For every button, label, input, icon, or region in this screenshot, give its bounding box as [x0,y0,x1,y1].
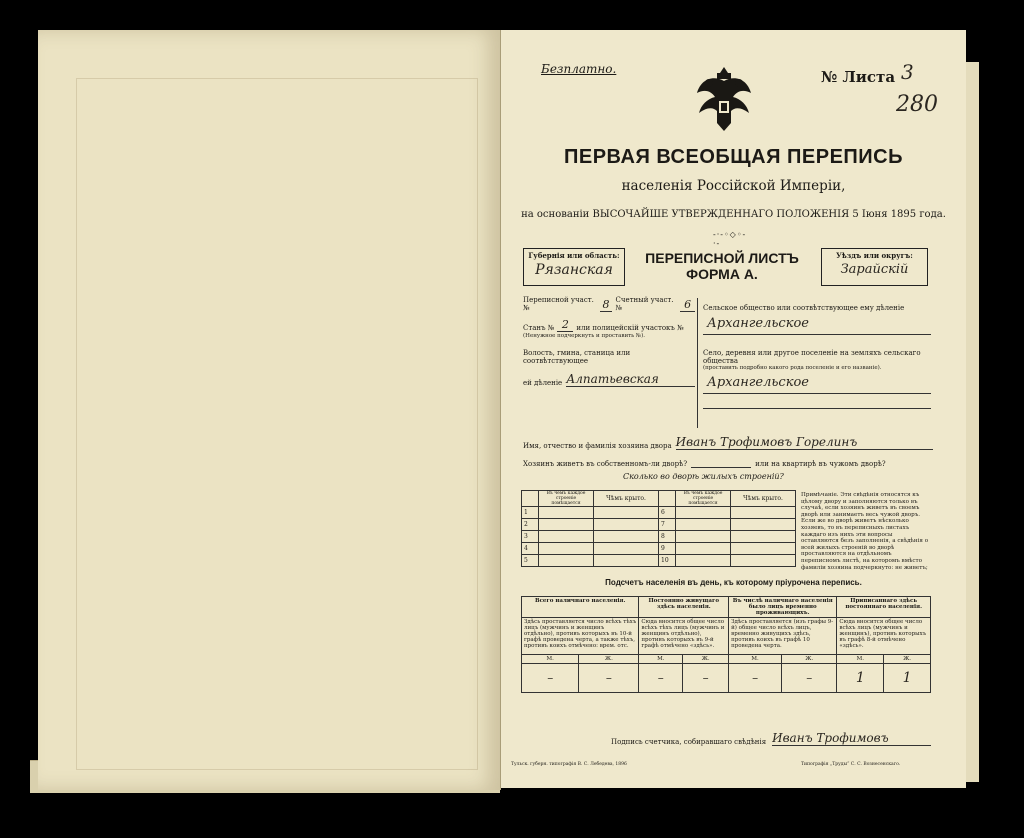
col-men: М. [639,655,683,664]
tally-value: – [729,664,782,693]
society-label: Сельское общество или соотвѣтствующее ему дѣленіе [703,304,905,312]
census-subtitle: населенія Россійской Имперіи, [621,178,846,194]
tally-value: – [579,664,639,693]
volost-label: Волость, гмина, станица или соотвѣтствующее [523,349,631,365]
sheet-number-label: № Листа [821,68,896,86]
lives-blank [691,467,751,468]
tally-note-registered: Сюда вносится общее число всѣхъ лицъ (мужчинъ и женщинъ), противъ которыхъ въ графѣ 8-й отмѣчено «здѣсь». [837,618,931,655]
district-label: Уѣздъ или округъ: [836,251,913,260]
legal-basis: на основаніи ВЫСОЧАЙШЕ УТВЕРЖДЕННАГО ПОЛОЖЕНІЯ 5 Іюня 1895 года. [521,209,946,220]
tally-value: – [522,664,579,693]
printer-right: Типографія „Труды“ С. С. Вознесенскаго. [801,762,901,767]
census-title: ПЕРВАЯ ВСЕОБЩАЯ ПЕРЕПИСЬ [564,146,903,168]
form-title-block [627,248,817,282]
table-row [522,519,796,531]
tally-header-total: Всего наличнаго населенія. [522,597,639,618]
tally-header-temporary: Въ числѣ наличнаго населенія было лицъ временно проживающихъ. [729,597,837,618]
lives-label: Хозяинъ живетъ въ собственномъ-ли дворѣ? [523,460,688,468]
camp-label: Станъ № [523,324,555,332]
count-unit-value: 6 [680,298,695,312]
village-blank-line [703,394,931,409]
buildings-col-b-2: Чѣмъ крыто. [731,491,796,507]
table-row [522,531,796,543]
tally-value: – [639,664,683,693]
table-row [522,543,796,555]
left-fields [523,298,695,387]
tally-value: – [782,664,837,693]
double-headed-eagle-emblem [693,65,755,135]
tally-note-permanent: Сюда вносится общее число всѣхъ тѣхъ лицъ (мужчинъ и женщинъ отдѣльно), противъ которыхъ въ 9-й графѣ отмѣчено «здѣсь». [639,618,729,655]
census-unit-label: Переписной участ. № [523,296,594,312]
row-number: 2 [522,519,539,531]
buildings-col-b: Чѣмъ крыто. [594,491,659,507]
or-label: или на квартирѣ въ чужомъ дворѣ? [755,460,886,468]
col-men: М. [522,655,579,664]
signature-value: Иванъ Трофимовъ [772,731,931,746]
printer-left: Тульск. губерн. типографія В. С. Лебедева, 1896 [511,762,627,767]
buildings-question: Сколько во дворѣ жилыхъ строеній? [623,472,784,481]
row-number: 5 [522,555,539,567]
row-number: 10 [659,555,676,567]
signature-row [611,730,931,746]
tally-header-permanent: Постоянно живущаго здѣсь населенія. [639,597,729,618]
table-row [522,555,796,567]
owner-value: Иванъ Трофимовъ Горелинъ [676,435,933,450]
col-women: Ж. [579,655,639,664]
tally-note-temporary: Здѣсь проставляется (изъ графы 9-й) общее число всѣхъ лицъ, временно живущихъ здѣсь, противъ коихъ въ графѣ 10 проведена черта. [729,618,837,655]
col-women: Ж. [683,655,729,664]
row-number: 3 [522,531,539,543]
col-women: Ж. [884,655,931,664]
signature-label: Подпись счетчика, собиравшаго свѣдѣнія [611,738,767,746]
form-title: ПЕРЕПИСНОЙ ЛИСТЪ [645,250,799,266]
table-row [522,507,796,519]
volost-value: Алпатьевская [566,372,695,387]
tally-title: Подсчетъ населенія въ день, къ которому пріурочена перепись. [605,578,862,587]
remark-note: Примѣчаніе. Эти свѣдѣнія относятся къ цѣлому двору и заполняются только въ случаѣ, если хозяинъ живетъ въ своемъ дворѣ или занимаетъ весь чужой дворъ. Если же во дворѣ живетъ нѣсколько хозяевъ, то въ переписныхъ листахъ каждаго изъ нихъ эти вопросы оставляются безъ заполненія, а свѣдѣнія о всей жилыхъ строеній во дворѣ проставляются на отдѣльномъ переписномъ листѣ, на которомъ вмѣсто фамиліи хозяина подчеркнуто: не живетъ; [801,492,929,570]
volost-label-2: ей дѣленіе [523,379,563,387]
free-label: Безплатно. [541,62,617,76]
row-number: 9 [659,543,676,555]
row-number: 8 [659,531,676,543]
village-note: (проставить подробно какого рода поселеніе и его названіе). [703,365,882,371]
owner-section [523,434,933,481]
tally-value: – [683,664,729,693]
district-value: Зарайскій [840,262,909,277]
row-number: 4 [522,543,539,555]
tally-values-row [522,664,931,693]
count-unit-label: Счетный участ. № [615,296,674,312]
column-divider [697,298,698,428]
left-page [38,30,501,790]
district-box [821,248,928,286]
police-label: или полицейскій участокъ № [576,324,684,332]
right-fields [703,298,931,409]
ornament-divider: -·-◦◇◦-·- [713,230,747,248]
col-men: М. [729,655,782,664]
owner-label: Имя, отчество и фамилія хозяина двора [523,442,672,450]
tally-value: 1 [837,664,884,693]
buildings-col-a-2: Въ чемъ каждое строеніе помѣщается [676,491,731,507]
province-label: Губернія или область: [528,251,620,260]
census-unit-value: 8 [600,298,613,312]
village-label: Село, деревня или другое поселеніе на земляхъ сельскаго общества [703,349,921,365]
buildings-table [521,490,796,567]
camp-value: 2 [557,318,573,332]
census-form-page [500,30,966,788]
society-value: Архангельское [703,316,931,335]
tally-header-registered: Приписаннаго здѣсь постояннаго населенія. [837,597,931,618]
row-number: 6 [659,507,676,519]
show-through-ghost [76,78,478,770]
sheet-number-value: 3 [901,60,914,84]
tally-table [521,596,931,693]
row-number: 1 [522,507,539,519]
police-note: (Ненужное подчеркнуть и проставить №). [523,333,645,339]
col-women: Ж. [782,655,837,664]
col-men: М. [837,655,884,664]
buildings-col-a: Въ чемъ каждое строеніе помѣщается [539,491,594,507]
village-value: Архангельское [703,375,931,394]
tally-note-total: Здѣсь проставляется число всѣхъ тѣхъ лицъ (мужчинъ и женщинъ отдѣльно), противъ которыхъ въ 10-й графѣ проведена черта, а также тѣхъ, противъ коихъ отмѣчено: врем. отс. [522,618,639,655]
province-box [523,248,625,286]
row-number: 7 [659,519,676,531]
form-name: ФОРМА А. [686,266,758,282]
tally-value: 1 [884,664,931,693]
province-value: Рязанская [535,262,613,278]
archive-number: 280 [896,92,938,117]
